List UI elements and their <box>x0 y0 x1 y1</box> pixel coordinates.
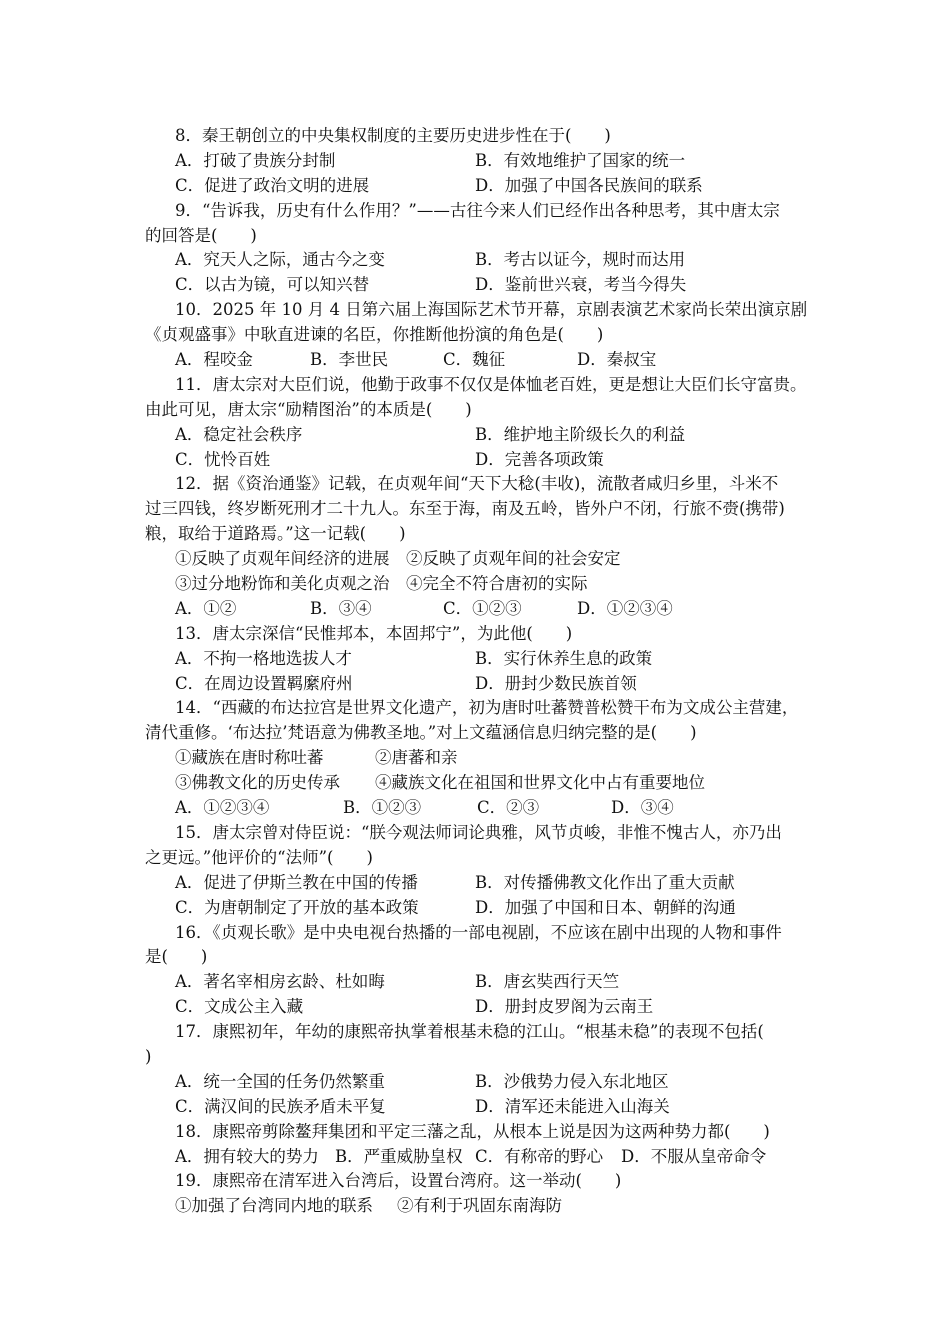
option-c: C．②③ <box>477 798 540 818</box>
question-8-stem: 8．秦王朝创立的中央集权制度的主要历史进步性在于( ) <box>175 126 611 145</box>
question-16-stem-cont: 是( ) <box>145 947 208 967</box>
option-d: D．完善各项政策 <box>475 449 604 469</box>
question-12-statements: ③过分地粉饰和美化贞观之治 ④完全不符合唐初的实际 <box>175 574 588 594</box>
option-a: A．①② <box>175 598 237 618</box>
question-9-options-row1 <box>145 248 835 273</box>
question-13-stem: 13．唐太宗深信“民惟邦本，本固邦宁”，为此他( ) <box>175 623 573 643</box>
question-11-stem-cont: 由此可见，唐太宗“励精图治”的本质是( ) <box>145 399 472 419</box>
option-c: C．为唐朝制定了开放的基本政策 <box>175 897 419 917</box>
option-c: C．文成公主入藏 <box>175 997 304 1017</box>
option-a: A．程咬金 <box>175 350 253 370</box>
question-17-options-row1 <box>145 1070 835 1095</box>
question-list <box>145 124 835 1219</box>
question-14-stem-cont: 清代重修。‘布达拉’梵语意为佛教圣地。”对上文蕴涵信息归纳完整的是( ) <box>145 723 697 743</box>
option-d: D．不服从皇帝命令 <box>621 1146 767 1166</box>
question-17-stem: 17．康熙初年，年幼的康熙帝执掌着根基未稳的江山。“根基未稳”的表现不包括( <box>175 1022 764 1042</box>
option-d: D．①②③④ <box>577 598 673 618</box>
option-a: A．打破了贵族分封制 <box>175 150 336 170</box>
option-b: B．有效地维护了国家的统一 <box>475 150 686 170</box>
option-a: A．①②③④ <box>175 798 270 818</box>
question-10-stem-cont: 《贞观盛事》中耿直进谏的名臣，你推断他扮演的角色是( ) <box>145 325 604 345</box>
question-12-stem: 12．据《资治通鉴》记载，在贞观年间“天下大稔(丰收)，流散者咸归乡里，斗米不 <box>175 474 779 494</box>
question-12-statements: ①反映了贞观年间经济的进展 ②反映了贞观年间的社会安定 <box>175 549 621 569</box>
question-15-options-row1 <box>145 871 835 896</box>
option-b: B．严重威胁皇权 <box>335 1146 463 1166</box>
option-d: D．③④ <box>611 798 674 818</box>
question-13-options-row2 <box>145 672 835 697</box>
question-17-options-row2 <box>145 1095 835 1120</box>
option-d: D．秦叔宝 <box>577 350 657 370</box>
question-11-options-row2 <box>145 448 835 473</box>
question-18-options <box>145 1145 835 1170</box>
question-8-options-row1 <box>145 149 835 174</box>
question-14-stem: 14．“西藏的布达拉宫是世界文化遗产，初为唐时吐蕃赞普松赞干布为文成公主营建， <box>175 698 799 718</box>
question-17-stem-cont: ) <box>145 1046 152 1066</box>
option-a: A．拥有较大的势力 <box>175 1146 319 1166</box>
statement-2: ②有利于巩固东南海防 <box>397 1196 562 1216</box>
option-d: D．清军还未能进入山海关 <box>475 1096 670 1116</box>
question-15-options-row2 <box>145 896 835 921</box>
question-9-stem: 9．“告诉我，历史有什么作用？”——古往今来人们已经作出各种思考，其中唐太宗 <box>175 200 780 220</box>
question-10-stem: 10．2025 年 10 月 4 日第六届上海国际艺术节开幕，京剧表演艺术家尚长荣出演京剧 <box>175 300 808 320</box>
option-b: B．李世民 <box>310 350 389 370</box>
option-c: C．有称帝的野心 <box>475 1146 604 1166</box>
option-c: C．满汉间的民族矛盾未平复 <box>175 1096 386 1116</box>
question-11-stem: 11．唐太宗对大臣们说，他勤于政事不仅仅是体恤老百姓，更是想让大臣们长守富贵。 <box>175 374 807 394</box>
statement-4: ④藏族文化在祖国和世界文化中占有重要地位 <box>375 773 705 793</box>
option-b: B．考古以证今，规时而达用 <box>475 250 686 270</box>
question-12-stem-cont: 过三四钱，终岁断死刑才二十九人。东至于海，南及五岭，皆外户不闭，行旅不赍(携带) <box>145 499 785 519</box>
option-b: B．沙俄势力侵入东北地区 <box>475 1071 669 1091</box>
option-d: D．册封皮罗阁为云南王 <box>475 997 654 1017</box>
option-d: D．鉴前世兴衰，考当今得失 <box>475 275 687 295</box>
question-18-stem: 18．康熙帝剪除鳌拜集团和平定三藩之乱，从根本上说是因为这两种势力都( ) <box>175 1121 770 1141</box>
option-a: A．著名宰相房玄龄、杜如晦 <box>175 972 385 992</box>
question-16-options-row1 <box>145 970 835 995</box>
option-c: C．忧怜百姓 <box>175 449 271 469</box>
question-15-stem: 15．唐太宗曾对侍臣说：“朕今观法师词论典雅，风节贞峻，非惟不愧古人，亦乃出 <box>175 822 782 842</box>
option-d: D．册封少数民族首领 <box>475 673 637 693</box>
question-16-options-row2 <box>145 995 835 1020</box>
question-15-stem-cont: 之更远。”他评价的“法师”( ) <box>145 847 373 867</box>
question-9-stem-cont: 的回答是( ) <box>145 225 257 245</box>
option-b: B．唐玄奘西行天竺 <box>475 972 620 992</box>
question-14-statements-row2 <box>145 771 835 796</box>
question-13-options-row1 <box>145 647 835 672</box>
question-14-statements-row1 <box>145 746 835 771</box>
option-d: D．加强了中国各民族间的联系 <box>475 175 703 195</box>
statement-1: ①加强了台湾同内地的联系 <box>175 1196 373 1216</box>
question-8-options-row2 <box>145 174 835 199</box>
question-19-stem: 19．康熙帝在清军进入台湾后，设置台湾府。这一举动( ) <box>175 1171 622 1191</box>
option-c: C．促进了政治文明的进展 <box>175 175 370 195</box>
option-a: A．统一全国的任务仍然繁重 <box>175 1071 385 1091</box>
option-b: B．③④ <box>310 598 372 618</box>
option-c: C．魏征 <box>443 350 506 370</box>
option-c: C．①②③ <box>443 598 522 618</box>
statement-1: ①藏族在唐时称吐蕃 <box>175 748 324 768</box>
option-b: B．实行休养生息的政策 <box>475 648 653 668</box>
question-12-stem-cont: 粮，取给于道路焉。”这一记载( ) <box>145 524 406 544</box>
option-a: A．稳定社会秩序 <box>175 424 303 444</box>
option-c: C．以古为镜，可以知兴替 <box>175 275 370 295</box>
option-a: A．促进了伊斯兰教在中国的传播 <box>175 872 418 892</box>
question-11-options-row1 <box>145 423 835 448</box>
question-10-options <box>145 348 835 373</box>
statement-3: ③佛教文化的历史传承 <box>175 773 340 793</box>
option-b: B．对传播佛教文化作出了重大贡献 <box>475 872 735 892</box>
option-c: C．在周边设置羁縻府州 <box>175 673 353 693</box>
option-a: A．究天人之际，通古今之变 <box>175 250 385 270</box>
option-b: B．维护地主阶级长久的利益 <box>475 424 686 444</box>
question-12-options <box>145 597 835 622</box>
statement-2: ②唐蕃和亲 <box>375 748 458 768</box>
question-16-stem: 16．《贞观长歌》是中央电视台热播的一部电视剧，不应该在剧中出现的人物和事件 <box>175 922 782 942</box>
question-19-statements-row1 <box>145 1194 835 1219</box>
option-d: D．加强了中国和日本、朝鲜的沟通 <box>475 897 736 917</box>
option-b: B．①②③ <box>343 798 422 818</box>
option-a: A．不拘一格地选拔人才 <box>175 648 352 668</box>
question-9-options-row2 <box>145 273 835 298</box>
question-14-options <box>145 796 835 821</box>
